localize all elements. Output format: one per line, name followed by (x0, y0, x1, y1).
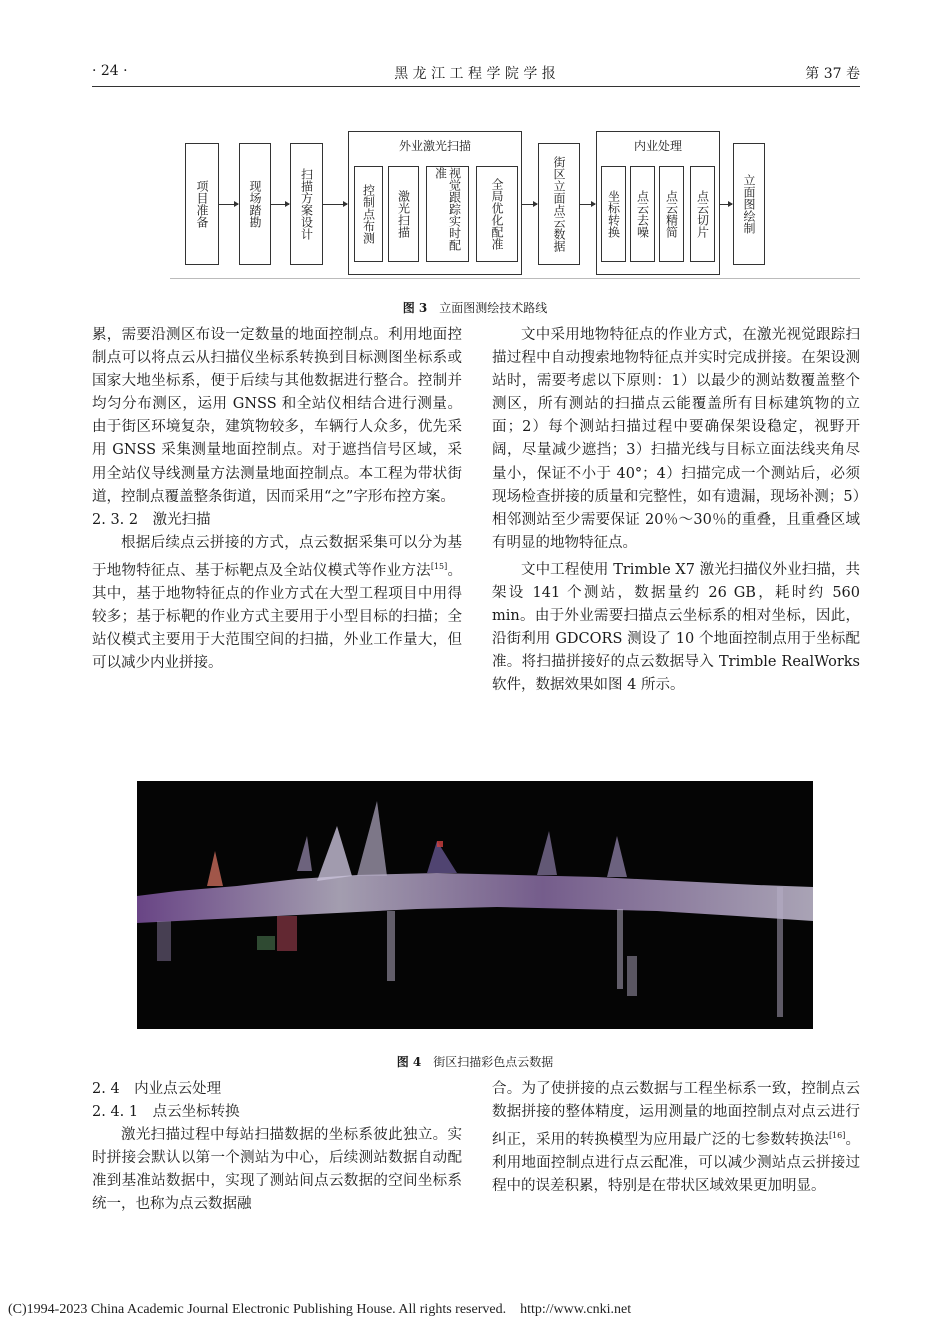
left-column-bottom (92, 1078, 462, 1217)
right-column-top (492, 324, 860, 698)
flow-arrow (271, 204, 289, 205)
citation-ref: [16] (828, 1131, 846, 1141)
flow-box-point-cloud: 街区立面点云数据 (538, 143, 580, 265)
flow-box-simplify: 点云精简 (659, 166, 684, 262)
flow-box-project-prep: 项目准备 (185, 143, 219, 265)
volume-label: 第 37 卷 (805, 66, 860, 82)
flow-box-slicing: 点云切片 (690, 166, 715, 262)
paragraph: 文中采用地物特征点的作业方式，在激光视觉跟踪扫描过程中自动搜索地物特征点并实时完成拼接。在架设测站时，需要考虑以下原则：1）以最少的测站数覆盖整个测区，所有测站的扫描点云能覆盖所有目标建筑物的立面；2）每个测站扫描过程中要确保架设稳定，视野开阔，尽量减少遮挡；3）扫描光线与目标立面法线夹角尽量小，保证不小于 40°；4）扫描完成一个测站后，必须现场检查拼接的质量和完整性，如有遗漏，现场补测；5）相邻测站至少需要保证 20％～30％的重叠，且重叠区域有明显的地物特征点。 (492, 327, 860, 551)
page-number: · 24 · (92, 63, 128, 79)
figure-3-title: 立面图测绘技术路线 (439, 301, 548, 315)
flow-arrow (720, 204, 732, 205)
citation-ref: [15] (430, 561, 448, 571)
point-cloud-render (137, 781, 813, 1029)
flow-box-global-opt: 全局优化配准 (476, 166, 518, 262)
flow-arrow (522, 204, 537, 205)
paragraph-text: 。其中，基于地物特征点的作业方式在大型工程项目中用得较多；基于标靶的作业方式主要用于小型目标的扫描；全站仪模式主要用于大范围空间的扫描，外业工作量大，但可以减少内业拼接。 (92, 562, 462, 672)
group-outdoor-title: 外业激光扫描 (398, 139, 471, 153)
flow-arrow (580, 204, 595, 205)
figure-4-title: 街区扫描彩色点云数据 (433, 1055, 554, 1069)
paragraph-text: 根据后续点云拼接的方式，点云数据采集可以分为基于地物特征点、基于标靶点及全站仪模式等作业方法 (92, 534, 462, 579)
figure-3-number: 图 3 (402, 301, 428, 315)
paragraph-text: 合。为了使拼接的点云数据与工程坐标系一致，控制点云数据拼接的整体精度，运用测量的地面控制点对点云进行纠正，采用的转换模型为应用最广泛的七参数转换法 (492, 1081, 860, 1149)
section-heading-2-4: 2. 4 内业点云处理 (92, 1081, 222, 1097)
figure-divider (170, 278, 860, 279)
left-column-top (92, 324, 462, 675)
flow-box-scan-plan: 扫描方案设计 (290, 143, 323, 265)
group-indoor-title: 内业处理 (633, 139, 682, 153)
figure-4-caption (300, 1053, 650, 1070)
paragraph: 激光扫描过程中每站扫描数据的坐标系彼此独立。实时拼接会默认以第一个测站为中心，后续测站数据自动配准到基准站数据中，实现了测站间点云数据的空间坐标系统一，也称为点云数据融 (92, 1127, 462, 1213)
paragraph (92, 532, 462, 675)
figure-4-point-cloud-image (137, 781, 813, 1029)
flow-box-visual-tracking: 视觉跟踪实时配准 (426, 166, 469, 262)
journal-title: 黑 龙 江 工 程 学 院 学 报 (394, 66, 556, 82)
section-heading-2-4-1: 2. 4. 1 点云坐标转换 (92, 1104, 240, 1121)
paragraph: 累，需要沿测区布设一定数量的地面控制点。利用地面控制点可以将点云从扫描仪坐标系转换到目标测图坐标系或国家大地坐标系，便于后续与其他数据进行整合。控制并均匀分布测区，运用 GNSS 和全站仪相结合进行测量。由于街区环境复杂，建筑物较多，车辆行人众多，优先采用 GNSS 采集测量地面控制点。对于遮挡信号区域，采用全站仪导线测量方法测量地面控制点。本工程为带状街道，控制点覆盖整条街道，因而采用“之”字形布控方案。 (92, 327, 462, 505)
figure-4-number: 图 4 (396, 1055, 422, 1069)
flow-box-site-survey: 现场踏勘 (239, 143, 271, 265)
flow-box-coord-transform: 坐标转换 (601, 166, 626, 262)
flow-arrow (219, 204, 238, 205)
figure-3-caption (300, 299, 650, 316)
paragraph: 文中工程使用 Trimble X7 激光扫描仪外业扫描，共架设 141 个测站，数据量约 26 GB，耗时约 560 min。由于外业需要扫描点云坐标系的相对坐标，因此，沿街利用 GDCORS 测设了 10 个地面控制点用于坐标配准。将扫描拼接好的点云数据导入 Trimble RealWorks 软件，数据效果如图 4 所示。 (492, 561, 860, 694)
right-column-bottom (492, 1078, 860, 1198)
flow-box-denoise: 点云去噪 (630, 166, 655, 262)
copyright-footer: (C)1994-2023 China Academic Journal Electronic Publishing House. All rights reserved. http://www.cnki.net (8, 1302, 632, 1317)
section-heading-2-3-2: 2. 3. 2 激光扫描 (92, 511, 211, 528)
flow-box-control-points: 控制点布测 (354, 166, 383, 262)
header-rule (92, 86, 860, 87)
paragraph-text: 。利用地面控制点进行点云配准，可以减少测站点云拼接过程中的误差积累，特别是在带状区域效果更加明显。 (492, 1132, 861, 1195)
flow-box-laser-scan: 激光扫描 (388, 166, 419, 262)
flow-box-elevation-drawing: 立面图绘制 (733, 143, 765, 265)
paragraph (492, 1078, 860, 1198)
flow-arrow (323, 204, 347, 205)
